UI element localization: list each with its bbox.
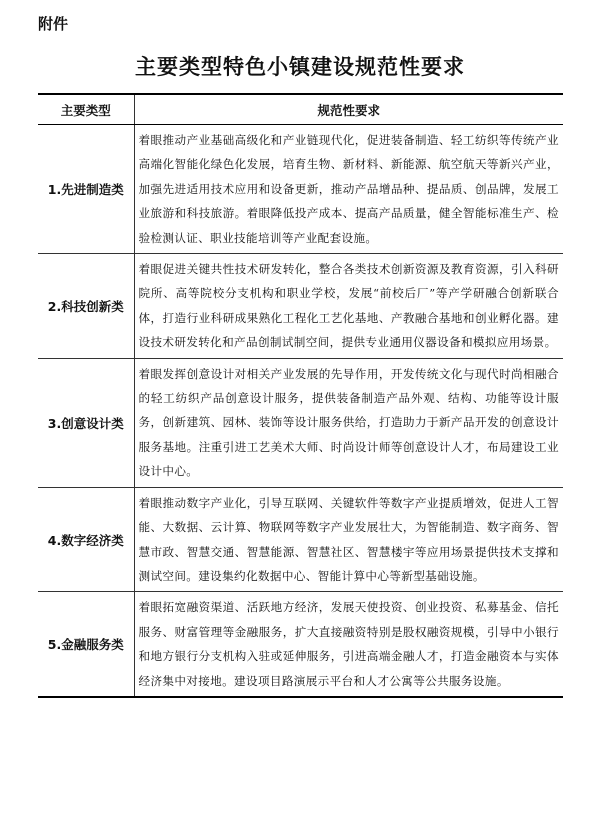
table-row (38, 592, 563, 697)
row-requirement-cell: 着眼拓宽融资渠道、活跃地方经济，发展天使投资、创业投资、私募基金、信托服务、财富管理等金融服务，扩大直接融资特别是股权融资规模，引导中小银行和地方银行分支机构入驻或延伸服务，引进高端金融人才，打造金融资本与实体经济集中对接地。建设项目路演展示平台和人才公寓等公共服务设施。 (134, 592, 563, 697)
attachment-label: 附件 (38, 15, 69, 33)
row-requirement-cell: 着眼发挥创意设计对相关产业发展的先导作用，开发传统文化与现代时尚相融合的轻工纺织产品创意设计服务，提供装备制造产品外观、结构、功能等设计服务，创新建筑、园林、装饰等设计服务供给，打造助力于新产品开发的创意设计服务基地。注重引进工艺美术大师、时尚设计师等创意设计人才，布局建设工业设计中心。 (134, 358, 563, 487)
table-header-row (38, 94, 563, 125)
column-header-requirement: 规范性要求 (134, 94, 563, 125)
requirements-table (38, 93, 563, 698)
table-row (38, 487, 563, 592)
row-type-cell: 3.创意设计类 (38, 358, 134, 487)
table-row (38, 254, 563, 359)
column-header-type: 主要类型 (38, 94, 134, 125)
row-requirement-cell: 着眼促进关键共性技术研发转化，整合各类技术创新资源及教育资源，引入科研院所、高等院校分支机构和职业学校，发展“前校后厂”等产学研融合创新联合体，打造行业科研成果熟化工程化工艺化基地、产教融合基地和创业孵化器。建设技术研发转化和产品创制试制空间，提供专业通用仪器设备和模拟应用场景。 (134, 254, 563, 359)
row-type-cell: 4.数字经济类 (38, 487, 134, 592)
page-title: 主要类型特色小镇建设规范性要求 (135, 55, 465, 79)
table-row (38, 125, 563, 254)
table-row (38, 358, 563, 487)
row-requirement-cell: 着眼推动数字产业化，引导互联网、关键软件等数字产业提质增效，促进人工智能、大数据、云计算、物联网等数字产业发展壮大，为智能制造、数字商务、智慧市政、智慧交通、智慧能源、智慧社区、智慧楼宇等应用场景提供技术支撑和测试空间。建设集约化数据中心、智能计算中心等新型基础设施。 (134, 487, 563, 592)
row-type-cell: 5.金融服务类 (38, 592, 134, 697)
row-type-cell: 1.先进制造类 (38, 125, 134, 254)
row-type-cell: 2.科技创新类 (38, 254, 134, 359)
row-requirement-cell: 着眼推动产业基础高级化和产业链现代化，促进装备制造、轻工纺织等传统产业高端化智能化绿色化发展，培育生物、新材料、新能源、航空航天等新兴产业，加强先进适用技术应用和设备更新，推动产品增品种、提品质、创品牌，发展工业旅游和科技旅游。着眼降低投产成本、提高产品质量，健全智能标准生产、检验检测认证、职业技能培训等产业配套设施。 (134, 125, 563, 254)
